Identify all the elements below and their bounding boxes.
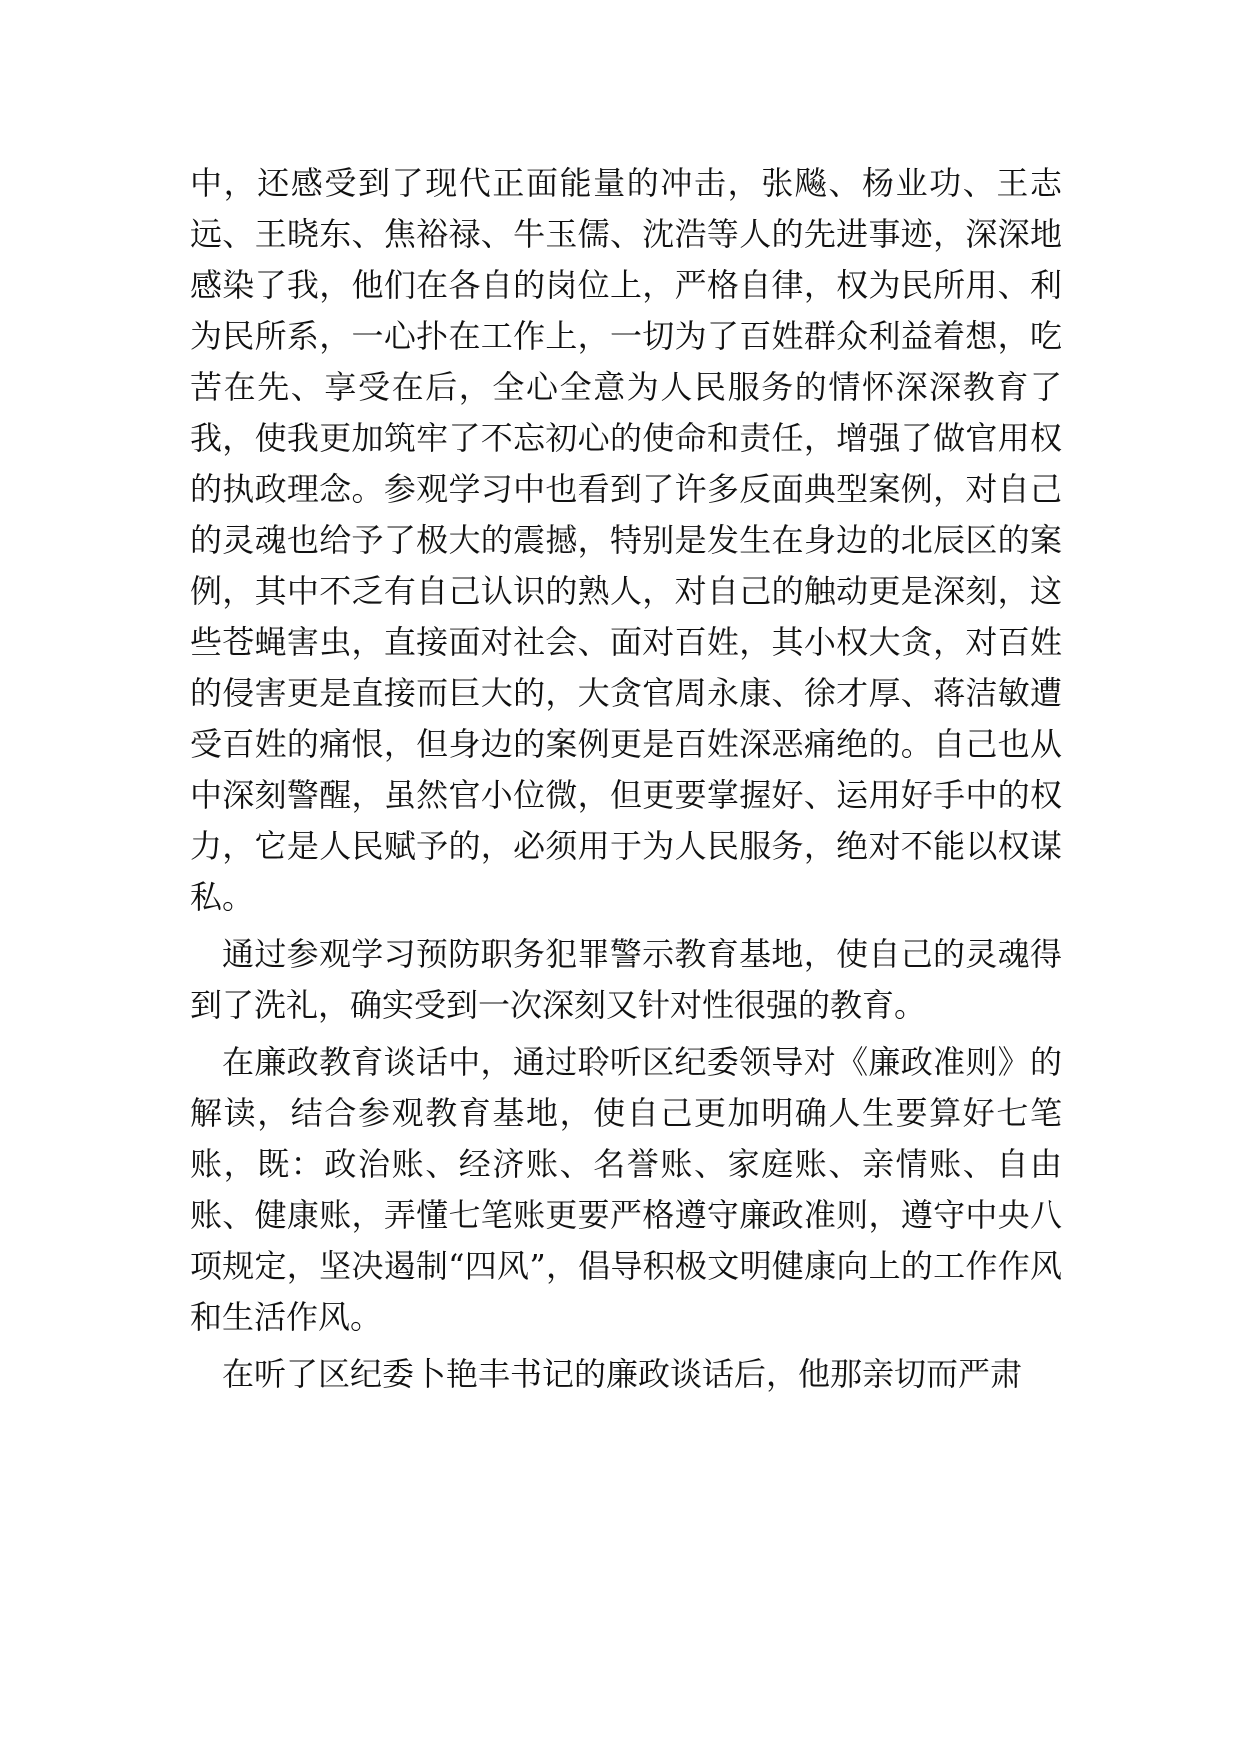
document-body xyxy=(190,158,1062,1400)
paragraph-3: 在廉政教育谈话中，通过聆听区纪委领导对《廉政准则》的解读，结合参观教育基地，使自己更加明确人生要算好七笔账，既：政治账、经济账、名誉账、家庭账、亲情账、自由账、健康账，弄懂七笔账更要严格遵守廉政准则，遵守中央八项规定，坚决遏制“四风”，倡导积极文明健康向上的工作作风和生活作风。 xyxy=(190,1043,1062,1336)
paragraph-1: 中，还感受到了现代正面能量的冲击，张飚、杨业功、王志远、王晓东、焦裕禄、牛玉儒、沈浩等人的先进事迹，深深地感染了我，他们在各自的岗位上，严格自律，权为民所用、利为民所系，一心扑在工作上，一切为了百姓群众利益着想，吃苦在先、享受在后，全心全意为人民服务的情怀深深教育了我，使我更加筑牢了不忘初心的使命和责任，增强了做官用权的执政理念。参观学习中也看到了许多反面典型案例，对自己的灵魂也给予了极大的震撼，特别是发生在身边的北辰区的案例，其中不乏有自己认识的熟人，对自己的触动更是深刻，这些苍蝇害虫，直接面对社会、面对百姓，其小权大贪，对百姓的侵害更是直接而巨大的，大贪官周永康、徐才厚、蒋洁敏遭受百姓的痛恨，但身边的案例更是百姓深恶痛绝的。自己也从中深刻警醒，虽然官小位微，但更要掌握好、运用好手中的权力，它是人民赋予的，必须用于为人民服务，绝对不能以权谋私。 xyxy=(190,164,1062,916)
paragraph-2: 通过参观学习预防职务犯罪警示教育基地，使自己的灵魂得到了洗礼，确实受到一次深刻又针对性很强的教育。 xyxy=(190,935,1062,1024)
paragraph-4: 在听了区纪委卜艳丰书记的廉政谈话后，他那亲切而严肃 xyxy=(222,1355,1023,1393)
